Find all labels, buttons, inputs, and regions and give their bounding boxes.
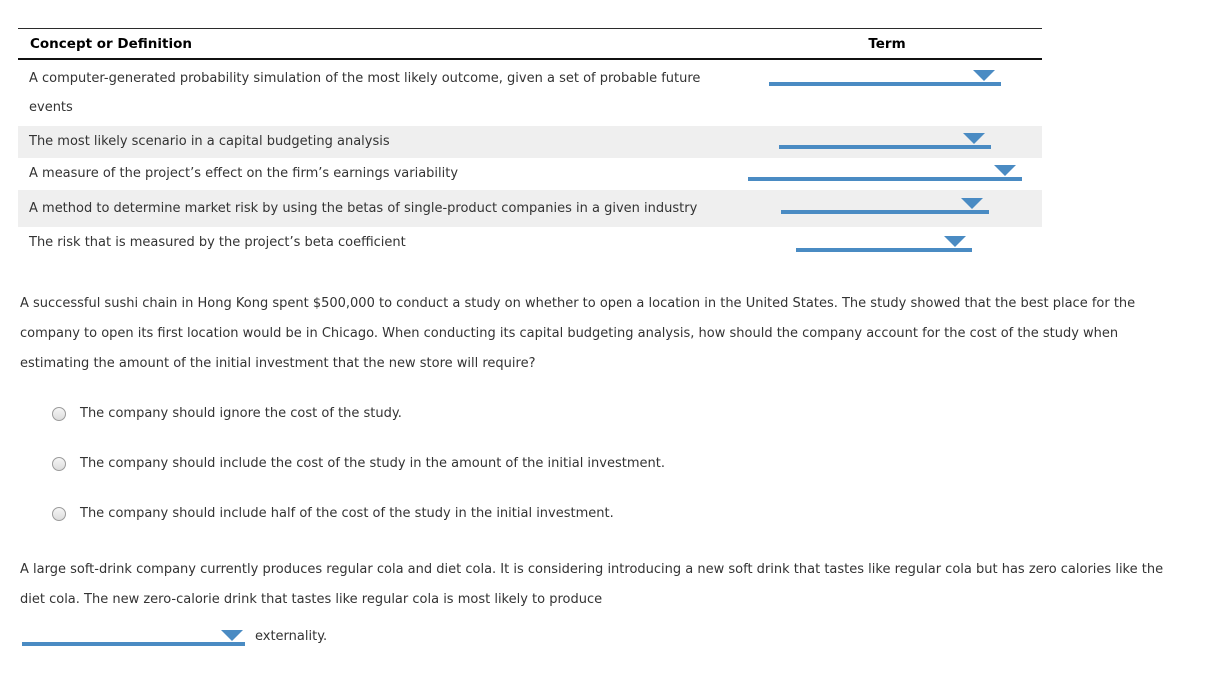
definition-text: The risk that is measured by the project’s beta coefficient (29, 235, 406, 250)
answer-option-label: The company should include the cost of the study in the amount of the initial investment. (80, 456, 665, 471)
answer-option-label: The company should ignore the cost of the study. (80, 406, 402, 421)
term-dropdown[interactable] (781, 198, 989, 214)
table-header-row (18, 29, 1042, 60)
chevron-down-icon (973, 70, 995, 81)
table-row (18, 126, 1042, 158)
radio-button[interactable] (52, 457, 66, 471)
radio-button[interactable] (52, 507, 66, 521)
table-row (18, 60, 1042, 126)
term-dropdown[interactable] (748, 165, 1022, 181)
chevron-down-icon (944, 236, 966, 247)
term-cell (732, 227, 1042, 259)
matching-table (18, 28, 1042, 259)
term-cell (732, 158, 1042, 190)
term-dropdown[interactable] (779, 133, 991, 149)
definition-text: The most likely scenario in a capital budgeting analysis (29, 134, 390, 149)
term-cell (732, 60, 1042, 126)
answer-option (52, 455, 1224, 473)
answer-option (52, 405, 1224, 423)
definition-text: A computer-generated probability simulation of the most likely outcome, given a set of probable future events (29, 71, 701, 115)
term-cell (732, 190, 1042, 227)
question1-text: A successful sushi chain in Hong Kong spent $500,000 to conduct a study on whether to open a location in the United States. The study showed that the best place for the company to open its first location would be in Chicago. When conducting its capital budgeting analysis, how should the company account for the cost of the study when estimating the amount of the initial investment that the new store will require? (20, 296, 1136, 371)
answer-option-label: The company should include half of the cost of the study in the initial investment. (80, 506, 614, 521)
table-row (18, 227, 1042, 259)
column-header-term: Term (868, 36, 906, 52)
term-dropdown[interactable] (796, 236, 972, 252)
question1-options (52, 405, 1224, 523)
chevron-down-icon (221, 630, 243, 641)
chevron-down-icon (994, 165, 1016, 176)
term-cell (732, 126, 1042, 158)
externality-dropdown[interactable] (22, 630, 245, 646)
definition-text: A measure of the project’s effect on the firm’s earnings variability (29, 166, 459, 181)
chevron-down-icon (963, 133, 985, 144)
fill-suffix-text: externality. (255, 629, 328, 644)
term-dropdown[interactable] (769, 70, 1001, 86)
table-row (18, 190, 1042, 227)
table-row (18, 158, 1042, 190)
answer-option (52, 505, 1224, 523)
chevron-down-icon (961, 198, 983, 209)
question2-text: A large soft-drink company currently produces regular cola and diet cola. It is considering introducing a new soft drink that tastes like regular cola but has zero calories like the diet cola. The new zero-calorie drink that tastes like regular cola is most likely to produce (20, 562, 1164, 607)
question2-fill-line (22, 629, 1224, 646)
radio-button[interactable] (52, 407, 66, 421)
column-header-concept: Concept or Definition (30, 36, 192, 52)
definition-text: A method to determine market risk by using the betas of single-product companies in a given industry (29, 201, 698, 216)
